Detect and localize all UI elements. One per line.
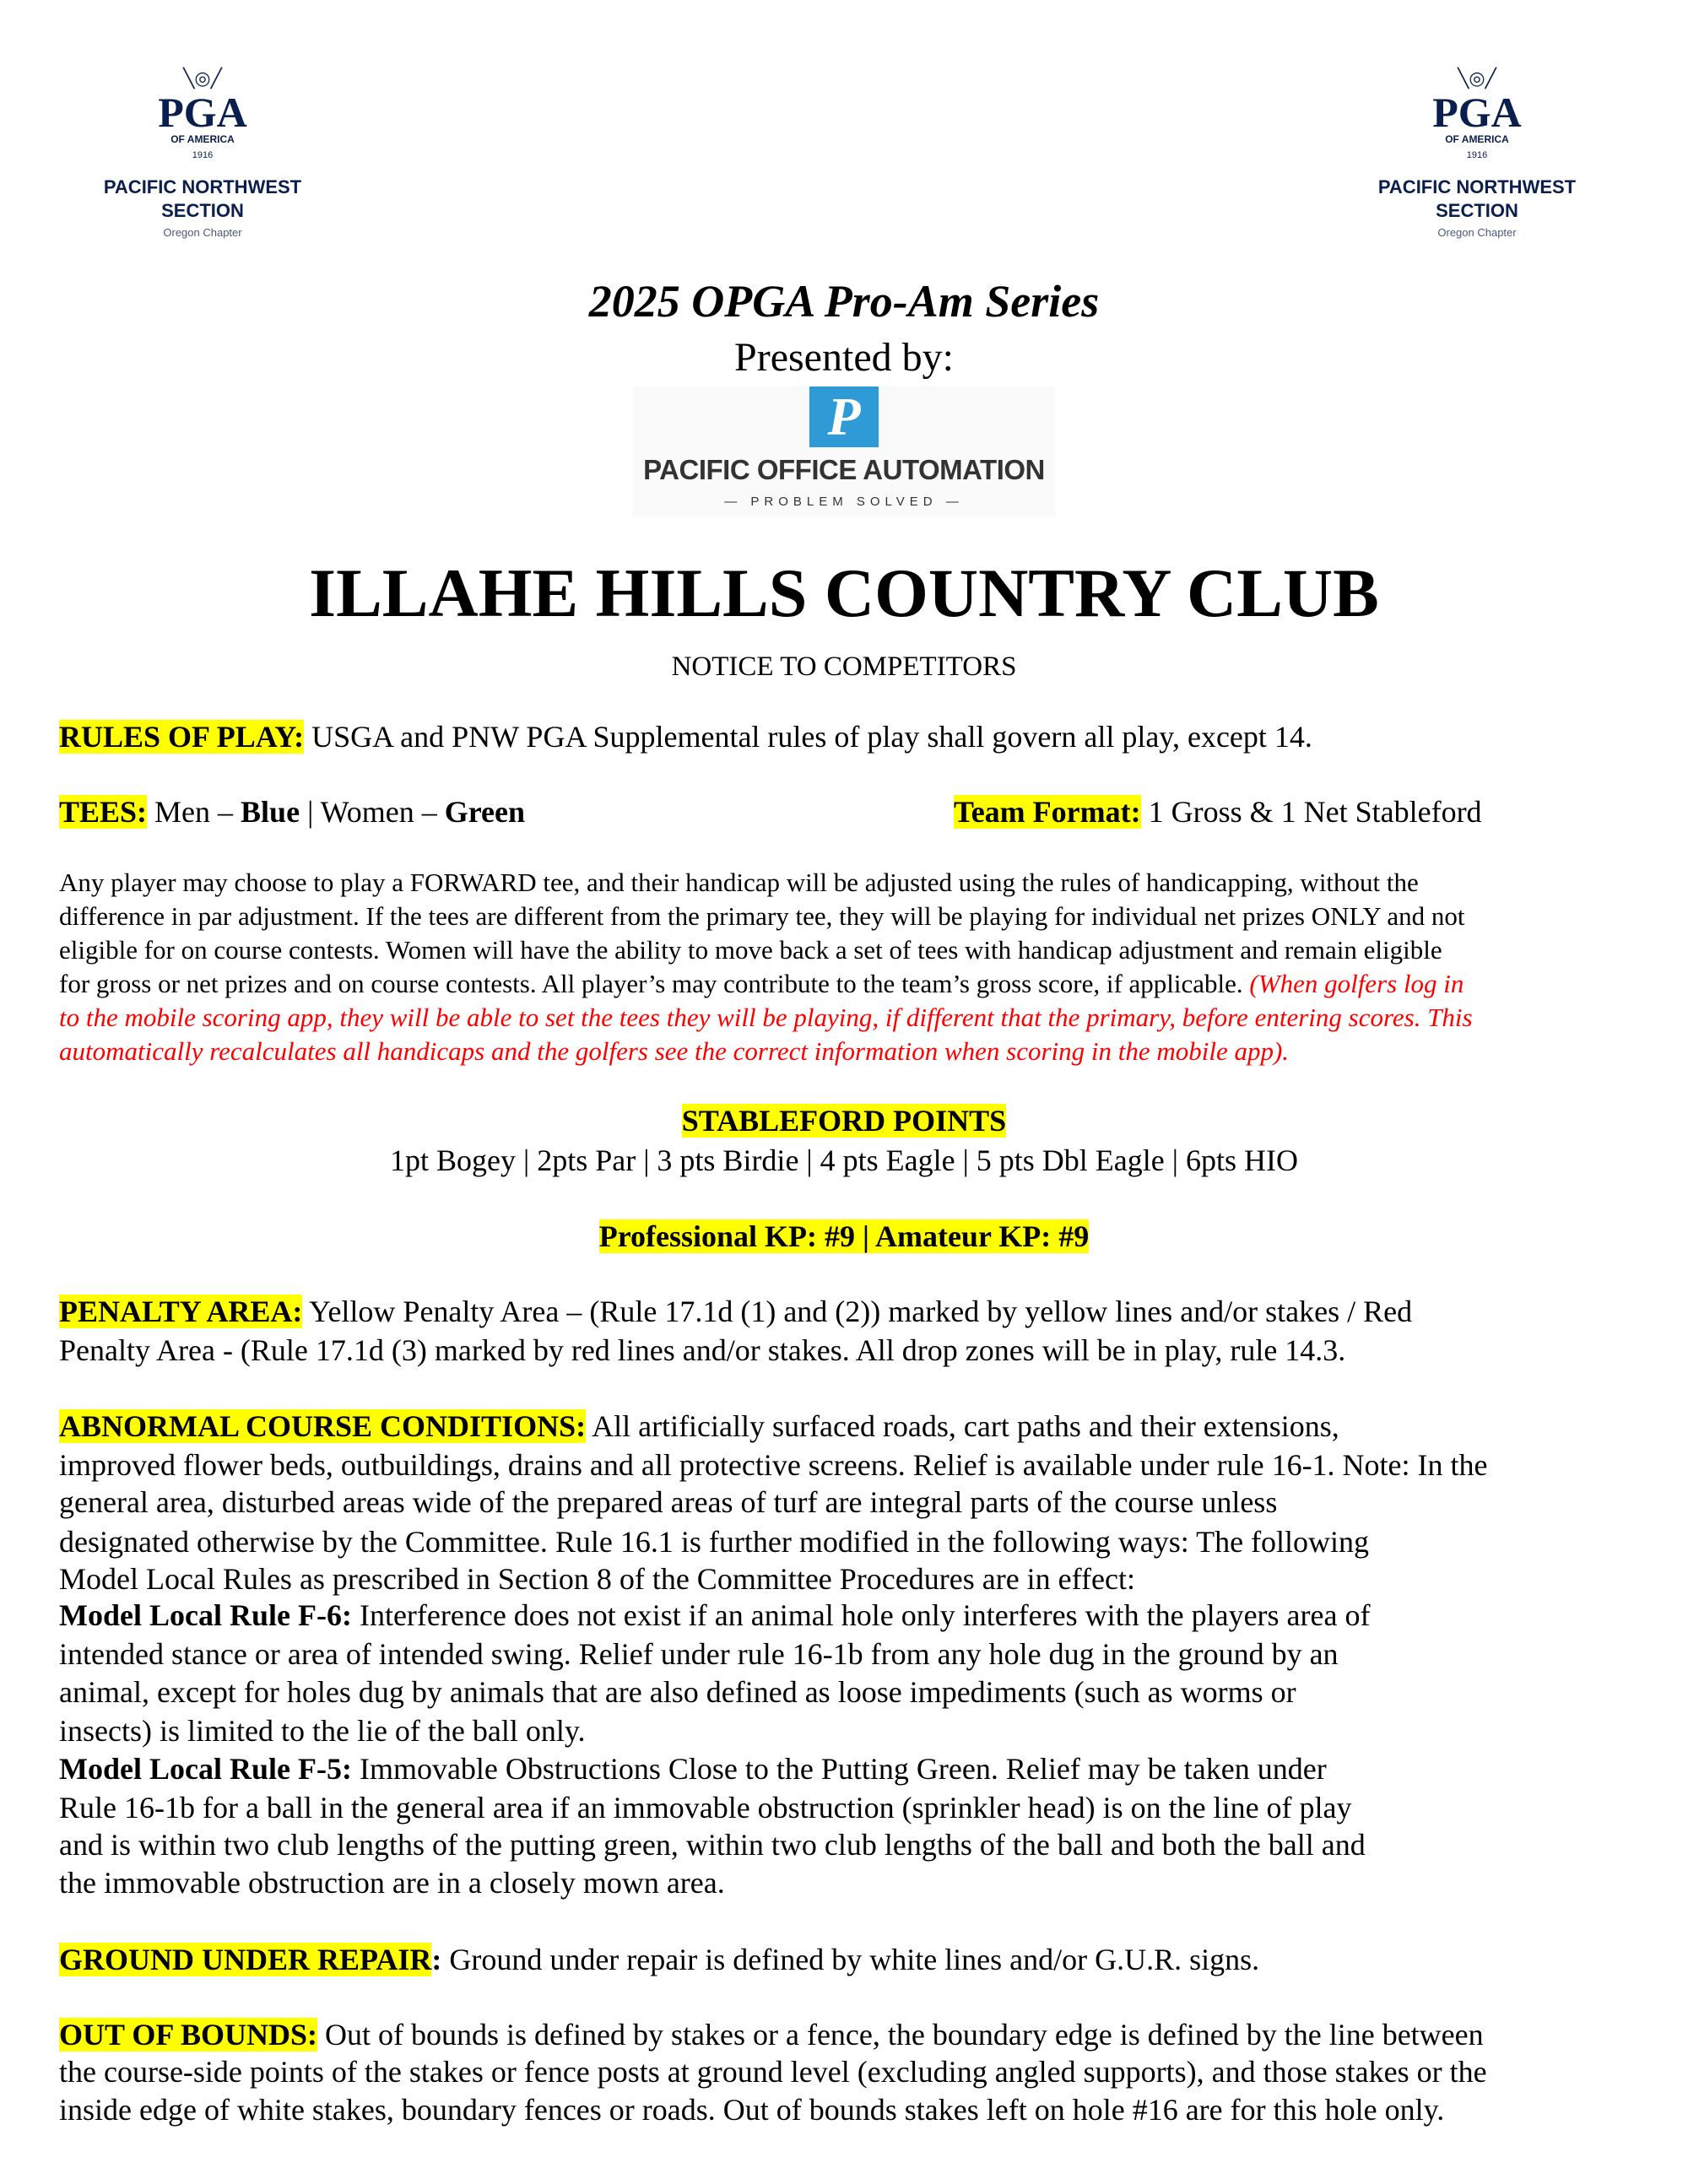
forward-tee-line: [59, 967, 1463, 1001]
logo-of-america: OF AMERICA: [170, 133, 235, 145]
tees-women-value: Green: [444, 795, 526, 829]
abnormal-conditions: [59, 1408, 1339, 1446]
kp-text: Professional KP: #9 | Amateur KP: #9: [598, 1219, 1090, 1253]
forward-tee-text: for gross or net prizes and on course contests. All player’s may contribute to the team’s gross score, if applicable.: [59, 969, 1250, 998]
f5-text: Immovable Obstructions Close to the Putting Green. Relief may be taken under: [351, 1752, 1327, 1786]
series-title: 2025 OPGA Pro-Am Series: [588, 276, 1100, 327]
logo-section-line2: SECTION: [161, 200, 244, 221]
pga-pnw-logo-right: [1350, 68, 1604, 239]
logo-chapter: Oregon Chapter: [163, 226, 242, 239]
golf-clubs-emblem-icon: ╲◎╱: [1458, 68, 1496, 89]
oob-text: Out of bounds is defined by stakes or a fence, the boundary edge is defined by the line between: [317, 2018, 1484, 2052]
ground-under-repair: [59, 1941, 1259, 1979]
f6-text: intended stance or area of intended swing. Relief under rule 16-1b from any hole dug in the ground by an: [59, 1637, 1339, 1671]
golf-clubs-emblem-icon: ╲◎╱: [183, 68, 222, 89]
oob-text: the course-side points of the stakes or fence posts at ground level (excluding angled supports), and those stakes or the: [59, 2055, 1487, 2089]
sponsor-tagline: — PROBLEM SOLVED —: [724, 495, 964, 509]
tees: [59, 793, 525, 831]
tees-women: | Women –: [300, 795, 445, 829]
logo-year: 1916: [1466, 150, 1488, 160]
club-name: ILLAHE HILLS COUNTRY CLUB: [309, 554, 1379, 631]
logo-chapter: Oregon Chapter: [1437, 226, 1517, 239]
tees-men-value: Blue: [241, 795, 300, 829]
rules-of-play-text: USGA and PNW PGA Supplemental rules of play shall govern all play, except 14.: [304, 720, 1312, 754]
presented-by: Presented by:: [734, 335, 954, 380]
out-of-bounds: [59, 2016, 1484, 2054]
team-format-label: Team Format:: [954, 795, 1141, 829]
abnormal-text: Model Local Rules as prescribed in Section 8 of the Committee Procedures are in effect:: [59, 1562, 1135, 1596]
oob-text: inside edge of white stakes, boundary fences or roads. Out of bounds stakes left on hole #16 are for this hole only.: [59, 2093, 1445, 2127]
team-format: [954, 793, 1482, 831]
f5-text: the immovable obstruction are in a closely mown area.: [59, 1866, 725, 1900]
f5-label: Model Local Rule F-5:: [59, 1752, 352, 1786]
logo-pga: PGA: [158, 89, 247, 136]
logo-section-line1: PACIFIC NORTHWEST: [103, 176, 302, 197]
abnormal-text: All artificially surfaced roads, cart paths and their extensions,: [586, 1409, 1339, 1443]
penalty-area-text: Penalty Area - (Rule 17.1d (3) marked by red lines and/or stakes. All drop zones will be in play, rule 14.3.: [59, 1333, 1346, 1367]
mobile-app-note: (When golfers log in: [1249, 969, 1464, 998]
local-rule-f5: [59, 1750, 1327, 1788]
logo-pga: PGA: [1432, 89, 1522, 136]
f5-text: and is within two club lengths of the putting green, within two club lengths of the ball and both the ball and: [59, 1828, 1366, 1862]
penalty-area: [59, 1293, 1412, 1331]
tees-label: TEES:: [59, 795, 148, 829]
f6-text: Interference does not exist if an animal hole only interferes with the players area of: [351, 1598, 1371, 1632]
team-format-text: 1 Gross & 1 Net Stableford: [1140, 795, 1482, 829]
abnormal-label: ABNORMAL COURSE CONDITIONS:: [59, 1409, 587, 1443]
gur-text: Ground under repair is defined by white lines and/or G.U.R. signs.: [441, 1943, 1260, 1976]
local-rule-f6: [59, 1597, 1370, 1635]
logo-section-line1: PACIFIC NORTHWEST: [1377, 176, 1577, 197]
logo-of-america: OF AMERICA: [1445, 133, 1509, 145]
notice-heading: NOTICE TO COMPETITORS: [671, 651, 1017, 682]
sponsor-name: PACIFIC OFFICE AUTOMATION: [643, 454, 1045, 485]
stableford-points: 1pt Bogey | 2pts Par | 3 pts Birdie | 4 pts Eagle | 5 pts Dbl Eagle | 6pts HIO: [390, 1143, 1298, 1177]
penalty-area-label: PENALTY AREA:: [59, 1295, 303, 1328]
mobile-app-note: automatically recalculates all handicaps and the golfers see the correct information when scoring in the mobile app).: [59, 1036, 1290, 1066]
rules-of-play-label: RULES OF PLAY:: [59, 720, 305, 754]
oob-label: OUT OF BOUNDS:: [59, 2018, 318, 2052]
stableford-heading: [0, 1102, 1688, 1140]
abnormal-text: designated otherwise by the Committee. Rule 16.1 is further modified in the following ways: The following: [59, 1525, 1370, 1559]
forward-tee-line: eligible for on course contests. Women will have the ability to move back a set of tees with handicap adjustment and remain eligible: [59, 935, 1442, 965]
abnormal-text: general area, disturbed areas wide of the prepared areas of turf are integral parts of the course unless: [59, 1485, 1278, 1519]
tees-men: Men –: [147, 795, 241, 829]
sponsor-logo: [633, 387, 1055, 517]
forward-tee-line: Any player may choose to play a FORWARD tee, and their handicap will be adjusted using the rules of handicapping, without the: [59, 868, 1419, 897]
f5-text: Rule 16-1b for a ball in the general area if an immovable obstruction (sprinkler head) is on the line of play: [59, 1791, 1352, 1825]
mobile-app-note: to the mobile scoring app, they will be able to set the tees they will be playing, if different that the primary, before entering scores. This: [59, 1003, 1473, 1032]
sponsor-mark-icon: P: [809, 387, 879, 447]
logo-section-line2: SECTION: [1436, 200, 1518, 221]
gur-colon: :: [431, 1943, 442, 1976]
forward-tee-line: difference in par adjustment. If the tees are different from the primary tee, they will be playing for individual net prizes ONLY and not: [59, 901, 1465, 931]
logo-year: 1916: [192, 150, 214, 160]
abnormal-text: improved flower beds, outbuildings, drains and all protective screens. Relief is available under rule 16-1. Note: In the: [59, 1448, 1488, 1482]
f6-label: Model Local Rule F-6:: [59, 1598, 352, 1632]
stableford-label: STABLEFORD POINTS: [681, 1104, 1007, 1138]
kp-holes: [0, 1218, 1688, 1256]
rules-of-play: [59, 718, 1312, 756]
f6-text: insects) is limited to the lie of the ball only.: [59, 1714, 586, 1748]
penalty-area-text: Yellow Penalty Area – (Rule 17.1d (1) and (2)) marked by yellow lines and/or stakes / Red: [302, 1295, 1413, 1328]
pga-pnw-logo-left: [76, 68, 329, 239]
f6-text: animal, except for holes dug by animals that are also defined as loose impediments (such as worms or: [59, 1675, 1296, 1709]
gur-label: GROUND UNDER REPAIR: [59, 1943, 432, 1976]
